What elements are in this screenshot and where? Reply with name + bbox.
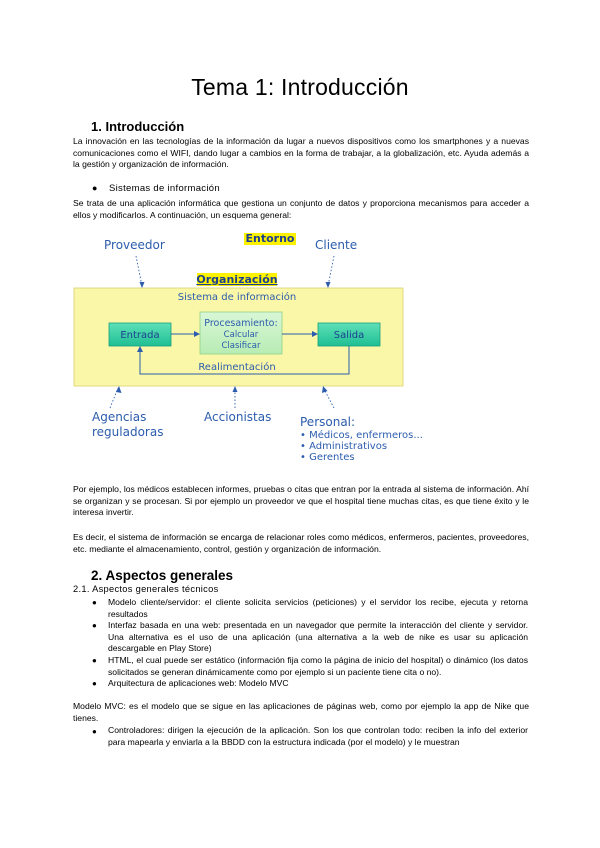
list-bullet: ● (92, 656, 97, 665)
accionistas-label: Accionistas (204, 410, 272, 424)
bullet-dot: ● (92, 183, 98, 193)
clasificar-label: Clasificar (221, 341, 261, 351)
procesamiento-label: Procesamiento: (204, 318, 278, 329)
calcular-label: Calcular (223, 330, 259, 340)
section2-heading: 2. Aspectos generales (91, 568, 234, 583)
personal-label: Personal: (300, 415, 356, 429)
mvc-paragraph: Modelo MVC: es el modelo que se sigue en las aplicaciones de páginas web, como por ejemplo la app de Nike que tienes. (73, 701, 529, 723)
bullet-paragraph: Se trata de una aplicación informática que gestiona un conjunto de datos y proporciona mecanismos para acceder a ellos y modificarlos. A continuación, un esquema general: (73, 198, 529, 220)
proveedor-label: Proveedor (104, 238, 165, 252)
information-system-diagram (72, 228, 512, 468)
list-bullet: ● (92, 679, 97, 688)
intro-paragraph: La innovación en las tecnologías de la información da lugar a nuevos dispositivos como los smartphones y a nuevas comunicaciones como el WIFI, dando lugar a cambios en la forma de trabajar, a la globalización, etc. Ayuda además a la gestión y organización de información. (73, 136, 529, 169)
bullet-heading: Sistemas de información (109, 183, 220, 194)
page-title: Tema 1: Introducción (191, 74, 409, 100)
personal-item: • Gerentes (300, 452, 355, 463)
subsection-heading: 2.1. Aspectos generales técnicos (73, 584, 219, 594)
list-item: Interfaz basada en una web: presentada en un navegador que permite la interacción del cliente y servidor. Una alternativa es el uso de una aplicación (una alternativa a la web de nike es usar su aplicación descargable en Play Store) (108, 620, 528, 653)
entrada-label: Entrada (120, 330, 160, 341)
example-paragraph: Por ejemplo, los médicos establecen informes, pruebas o citas que entran por la entrada al sistema de información. Ahí se organizan y se procesan. Si por ejemplo un proveedor ve que el hospital tiene muchas citas, es que tiene éxito y le interesa invertir. (73, 484, 529, 517)
list-item: Controladores: dirigen la ejecución de la aplicación. Son los que controlan todo: reciben la info del exterior para mapearla y enviarla a la BBDD con la estructura indicada (por el modelo) y le muestran (108, 725, 528, 747)
list-bullet: ● (92, 598, 97, 607)
list-item: HTML, el cual puede ser estático (información fija como la página de inicio del hospital) o dinámico (los datos solicitados se generan dinámicamente como por ejemplo si un paciente tiene cita o no). (108, 655, 528, 677)
salida-label: Salida (333, 330, 365, 341)
section1-heading: 1. Introducción (91, 119, 185, 134)
list-bullet: ● (92, 621, 97, 630)
list-item: Arquitectura de aplicaciones web: Modelo MVC (108, 678, 289, 688)
reguladoras-label: reguladoras (92, 425, 164, 439)
entorno-label: Entorno (245, 232, 295, 245)
personal-item: • Médicos, enfermeros... (300, 430, 423, 441)
agencias-label: Agencias (92, 410, 147, 424)
personal-item: • Administrativos (300, 441, 388, 452)
realimentacion-label: Realimentación (198, 362, 276, 373)
organizacion-label: Organización (196, 273, 278, 286)
list-bullet: ● (92, 727, 97, 736)
cliente-label: Cliente (315, 238, 358, 252)
sistema-label: Sistema de información (177, 292, 297, 303)
list-item: Modelo cliente/servidor: el cliente solicita servicios (peticiones) y el servidor los recibe, ejecuta y retorna resultados (108, 597, 528, 619)
summary-paragraph: Es decir, el sistema de información se encarga de relacionar roles como médicos, enfermeros, pacientes, proveedores, etc. mediante el almacenamiento, control, gestión y organización de información. (73, 532, 529, 554)
